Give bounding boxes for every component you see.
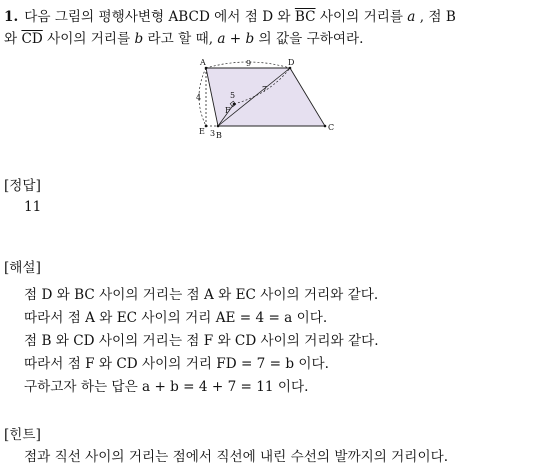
problem-text-1a: 다음 그림의 평행사변형 ABCD 에서 점 D 와	[24, 9, 295, 25]
problem-text-2a: 와	[4, 31, 22, 47]
problem-text-1b: 사이의 거리를	[315, 9, 408, 25]
solution-line-1: 점 D 와 BC 사이의 거리는 점 A 와 EC 사이의 거리와 같다.	[24, 287, 379, 303]
solution-line-5: 구하고자 하는 답은 a + b = 4 + 7 = 11 이다.	[24, 379, 309, 395]
problem-line-2	[4, 28, 530, 50]
solution-line-2: 따라서 점 A 와 EC 사이의 거리 AE = 4 = a 이다.	[24, 310, 328, 326]
label-f: F	[225, 106, 231, 115]
segment-bc: $\overline{BC}$	[294, 9, 316, 25]
hint-text: 점과 직선 사이의 거리는 점에서 직선에 내린 수선의 발까지의 거리이다.	[24, 449, 449, 465]
solution-line-3: 점 B 와 CD 사이의 거리는 점 F 와 CD 사이의 거리와 같다.	[24, 333, 379, 349]
problem-line-1	[4, 6, 530, 28]
point-f-dot	[233, 103, 236, 106]
problem-statement	[4, 6, 530, 50]
problem-text-1c: , 점 B	[415, 9, 456, 25]
parallelogram-figure	[190, 56, 350, 144]
solution-line-4: 따라서 점 F 와 CD 사이의 거리 FD = 7 = b 이다.	[24, 356, 329, 372]
point-d-dot	[289, 67, 292, 70]
answer-value: 11	[24, 199, 42, 215]
variable-a: a	[407, 9, 416, 25]
point-b-dot	[217, 125, 220, 128]
point-e-dot	[205, 125, 208, 128]
length-3: 3	[210, 129, 216, 138]
point-a-dot	[205, 67, 208, 70]
length-5: 5	[230, 91, 236, 100]
variable-b: b	[134, 31, 144, 47]
length-4: 4	[196, 93, 202, 102]
segment-cd: $\overline{CD}$	[21, 31, 43, 47]
length-9: 9	[246, 59, 252, 68]
label-d: D	[288, 58, 295, 67]
problem-number: 1.	[4, 9, 19, 25]
solution-label: [해설]	[4, 260, 41, 276]
label-a: A	[200, 58, 206, 67]
length-7: 7	[262, 85, 268, 94]
label-e: E	[199, 127, 205, 136]
point-c-dot	[324, 125, 327, 128]
hint-label: [힌트]	[4, 427, 41, 443]
problem-text-2d: 의 값을 구하여라.	[254, 31, 364, 47]
parallelogram-diagram	[190, 56, 350, 144]
answer-label: [정답]	[4, 178, 41, 194]
label-b: B	[216, 131, 222, 140]
problem-text-2c: 라고 할 때,	[143, 31, 218, 47]
problem-text-2b: 사이의 거리를	[42, 31, 135, 47]
expression-a-plus-b: a + b	[217, 31, 255, 47]
label-c: C	[328, 123, 335, 132]
